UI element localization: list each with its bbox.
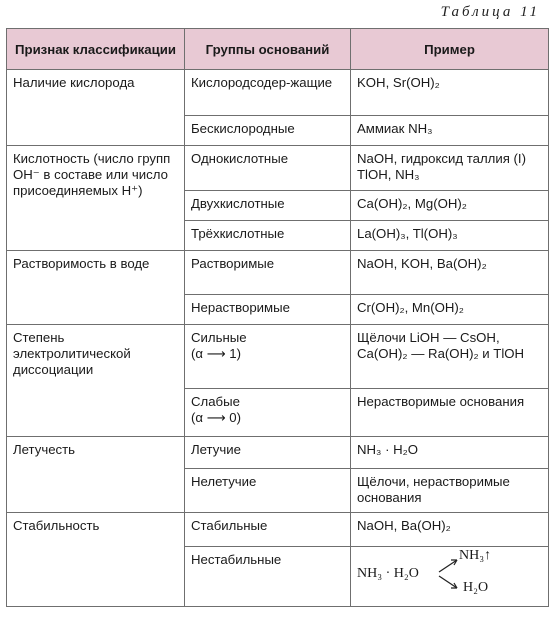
table-row xyxy=(7,437,549,469)
example-cell: NaOH, Ba(OH)₂ xyxy=(351,513,549,547)
group-condition: (α ⟶ 1) xyxy=(191,346,241,361)
example-cell: NH₃ · H₂O xyxy=(351,437,549,469)
example-cell: La(OH)₃, Tl(OH)₃ xyxy=(351,221,549,251)
group-cell: Нерастворимые xyxy=(185,295,351,325)
table-row xyxy=(7,251,549,295)
group-cell: Растворимые xyxy=(185,251,351,295)
attribute-solubility: Растворимость в воде xyxy=(7,251,185,325)
group-cell: Кислородсодер-жащие xyxy=(185,70,351,116)
example-cell: Нерастворимые основания xyxy=(351,389,549,437)
table-row xyxy=(7,325,549,389)
group-cell: Двухкислотные xyxy=(185,191,351,221)
group-cell xyxy=(185,325,351,389)
attribute-dissociation: Степень электролитической диссоциации xyxy=(7,325,185,437)
table-row xyxy=(7,70,549,116)
example-cell: Щёлочи LiOH — CsOH, Ca(OH)₂ — Ra(OH)₂ и TlOH xyxy=(351,325,549,389)
bases-classification-table xyxy=(6,28,549,607)
group-cell xyxy=(185,389,351,437)
equation-reactant: NH₃ · H₂O xyxy=(357,566,419,581)
group-cell: Бескислородные xyxy=(185,116,351,146)
example-cell: KOH, Sr(OH)₂ xyxy=(351,70,549,116)
decomposition-equation xyxy=(357,548,507,596)
group-condition: (α ⟶ 0) xyxy=(191,410,241,425)
attribute-volatility: Летучесть xyxy=(7,437,185,513)
example-cell: Ca(OH)₂, Mg(OH)₂ xyxy=(351,191,549,221)
group-cell: Нестабильные xyxy=(185,547,351,607)
group-name: Сильные xyxy=(191,330,247,345)
group-cell: Нелетучие xyxy=(185,469,351,513)
header-example: Пример xyxy=(351,29,549,70)
group-cell: Стабильные xyxy=(185,513,351,547)
group-cell: Трёхкислотные xyxy=(185,221,351,251)
example-cell: NaOH, гидроксид таллия (I) TlOH, NH₃ xyxy=(351,146,549,191)
equation-product-up: NH₃↑ xyxy=(459,548,492,563)
attribute-oxygen: Наличие кислорода xyxy=(7,70,185,146)
table-row xyxy=(7,513,549,547)
example-cell: NaOH, KOH, Ba(OH)₂ xyxy=(351,251,549,295)
table-caption: Таблица 11 xyxy=(440,4,540,20)
example-cell xyxy=(351,547,549,607)
header-groups: Группы оснований xyxy=(185,29,351,70)
group-name: Слабые xyxy=(191,394,240,409)
equation-product-down: H₂O xyxy=(463,580,489,595)
header-row xyxy=(7,29,549,70)
attribute-acidity: Кислотность (число групп OH⁻ в составе или число присоединяемых H⁺) xyxy=(7,146,185,251)
header-attribute: Признак классификации xyxy=(7,29,185,70)
example-cell: Щёлочи, нерастворимые основания xyxy=(351,469,549,513)
table-row xyxy=(7,146,549,191)
example-cell: Аммиак NH₃ xyxy=(351,116,549,146)
attribute-stability: Стабильность xyxy=(7,513,185,607)
example-cell: Cr(OH)₂, Mn(OH)₂ xyxy=(351,295,549,325)
group-cell: Летучие xyxy=(185,437,351,469)
group-cell: Однокислотные xyxy=(185,146,351,191)
